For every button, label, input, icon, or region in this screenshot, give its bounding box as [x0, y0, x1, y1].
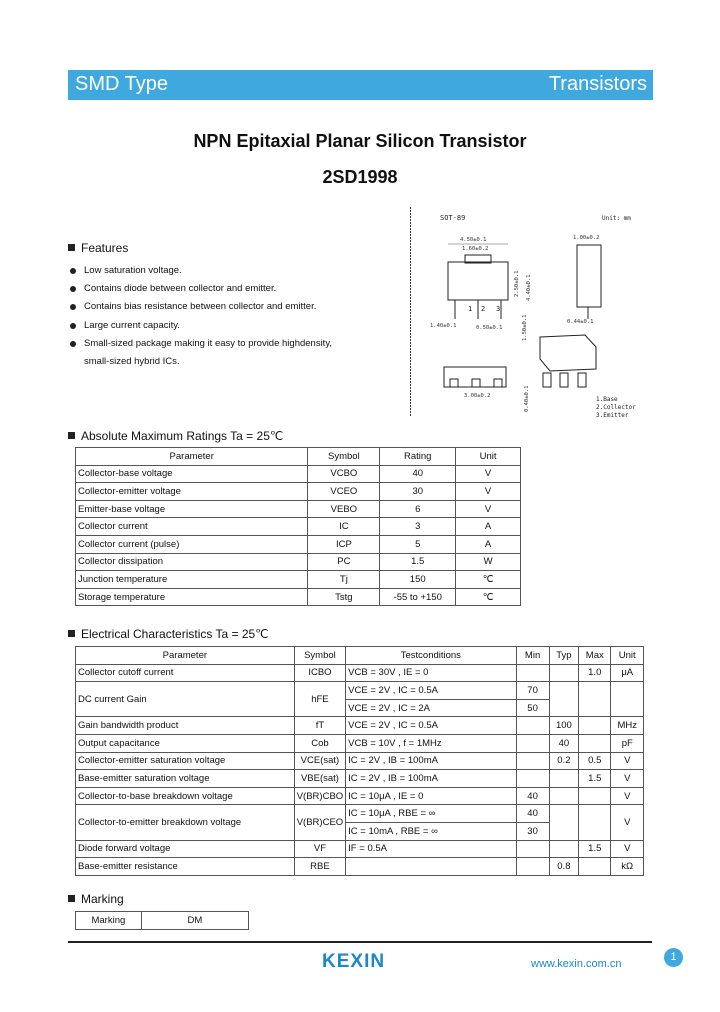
typ-cell: 40 [549, 734, 578, 752]
table-row [76, 717, 644, 735]
unit-cell [611, 682, 644, 717]
param-cell: Emitter-base voltage [76, 500, 308, 518]
unit-cell: V [611, 787, 644, 805]
company-logo: KEXIN [322, 951, 386, 972]
unit-cell: ℃ [456, 588, 521, 606]
unit-cell: V [611, 840, 644, 858]
symbol-cell: hFE [294, 682, 345, 717]
param-cell: Base-emitter saturation voltage [76, 770, 295, 788]
col-header: Symbol [308, 448, 380, 466]
param-cell: Storage temperature [76, 588, 308, 606]
param-cell: Collector-to-emitter breakdown voltage [76, 805, 295, 840]
min-cell: 50 [516, 699, 549, 717]
param-cell: Collector current [76, 518, 308, 536]
bullet-dot-icon [70, 341, 76, 347]
document-title: NPN Epitaxial Planar Silicon Transistor [193, 131, 527, 151]
min-cell [516, 858, 549, 876]
symbol-cell: ICP [308, 535, 380, 553]
header-banner [68, 70, 653, 100]
typ-cell [549, 770, 578, 788]
table-row [76, 571, 521, 589]
max-cell [579, 805, 611, 840]
max-cell: 1.5 [579, 840, 611, 858]
symbol-cell: VBE(sat) [294, 770, 345, 788]
pin-1-label: 1 [468, 305, 473, 313]
page-number: 1 [664, 948, 683, 967]
abs-max-heading: Absolute Maximum Ratings Ta = 25℃ [68, 429, 283, 443]
pin-2-label: 2 [481, 305, 486, 313]
table-row [76, 500, 521, 518]
symbol-cell: PC [308, 553, 380, 571]
features-heading: Features [68, 241, 128, 255]
bullet-square-icon [68, 895, 75, 902]
table-row [76, 483, 521, 501]
unit-cell: A [456, 518, 521, 536]
symbol-cell: VF [294, 840, 345, 858]
param-cell: Output capacitance [76, 734, 295, 752]
pin-legend-3: 3.Emitter [596, 412, 629, 419]
col-header: Testconditions [346, 647, 516, 665]
condition-cell: VCB = 30V , IE = 0 [346, 664, 516, 682]
param-cell: DC current Gain [76, 682, 295, 717]
condition-cell [346, 858, 516, 876]
condition-cell: IC = 10μA , IE = 0 [346, 787, 516, 805]
param-cell: Junction temperature [76, 571, 308, 589]
dim-width: 4.50±0.1 [460, 237, 487, 243]
max-cell [579, 858, 611, 876]
bullet-dot-icon [70, 304, 76, 310]
feature-item: Small-sized package making it easy to provide highdensity, [70, 335, 332, 353]
table-row [76, 840, 644, 858]
param-cell: Collector cutoff current [76, 664, 295, 682]
unit-cell: V [611, 752, 644, 770]
col-header: Unit [611, 647, 644, 665]
unit-cell: pF [611, 734, 644, 752]
features-list [70, 262, 332, 371]
max-cell: 1.5 [579, 770, 611, 788]
dim-tab: 1.60±0.2 [462, 246, 489, 252]
table-row [76, 518, 521, 536]
dim-pitch: 3.00±0.2 [464, 393, 491, 399]
abs-max-table [75, 447, 521, 606]
table-row [76, 787, 644, 805]
pin-legend-2: 2.Collector [596, 404, 636, 411]
col-header: Rating [380, 448, 456, 466]
website-link[interactable]: www.kexin.com.cn [531, 958, 622, 970]
min-cell [516, 752, 549, 770]
feature-item-continuation: small-sized hybrid ICs. [84, 356, 180, 368]
max-cell [579, 682, 611, 717]
condition-cell: IF = 0.5A [346, 840, 516, 858]
rating-cell: 5 [380, 535, 456, 553]
bullet-dot-icon [70, 286, 76, 292]
typ-cell: 0.2 [549, 752, 578, 770]
unit-cell: V [456, 500, 521, 518]
rating-cell: 40 [380, 465, 456, 483]
symbol-cell: ICBO [294, 664, 345, 682]
max-cell: 1.0 [579, 664, 611, 682]
param-cell: Collector dissipation [76, 553, 308, 571]
unit-cell: μA [611, 664, 644, 682]
table-row [76, 465, 521, 483]
condition-cell: VCE = 2V , IC = 2A [346, 699, 516, 717]
min-cell: 40 [516, 787, 549, 805]
rating-cell: -55 to +150 [380, 588, 456, 606]
min-cell [516, 840, 549, 858]
package-unit: Unit: mm [602, 215, 631, 222]
unit-cell: A [456, 535, 521, 553]
param-cell: Base-emitter resistance [76, 858, 295, 876]
table-row [76, 858, 644, 876]
min-cell [516, 717, 549, 735]
bullet-dot-icon [70, 323, 76, 329]
param-cell: Collector-base voltage [76, 465, 308, 483]
rating-cell: 6 [380, 500, 456, 518]
unit-cell: V [456, 465, 521, 483]
pin-3-label: 3 [496, 305, 501, 313]
symbol-cell: Tstg [308, 588, 380, 606]
table-row [76, 535, 521, 553]
dim-overall: 4.40±0.1 [526, 274, 532, 301]
unit-cell: V [611, 770, 644, 788]
param-cell: Collector current (pulse) [76, 535, 308, 553]
param-cell: Diode forward voltage [76, 840, 295, 858]
col-header: Parameter [76, 448, 308, 466]
symbol-cell: Tj [308, 571, 380, 589]
typ-cell [549, 840, 578, 858]
symbol-cell: IC [308, 518, 380, 536]
max-cell [579, 734, 611, 752]
condition-cell: VCE = 2V , IC = 0.5A [346, 682, 516, 700]
typ-cell: 0.8 [549, 858, 578, 876]
package-name: SOT-89 [440, 214, 466, 222]
feature-item: Large current capacity. [70, 317, 332, 335]
param-cell: Collector-emitter saturation voltage [76, 752, 295, 770]
condition-cell: IC = 10mA , RBE = ∞ [346, 822, 516, 840]
symbol-cell: RBE [294, 858, 345, 876]
dim-lead-b: 0.50±0.1 [476, 325, 503, 331]
table-row [76, 664, 644, 682]
symbol-cell: V(BR)CBO [294, 787, 345, 805]
footer-divider [68, 941, 652, 943]
col-header: Max [579, 647, 611, 665]
min-cell [516, 664, 549, 682]
dim-lead-a: 1.40±0.1 [430, 323, 457, 329]
bullet-dot-icon [70, 268, 76, 274]
symbol-cell: VCBO [308, 465, 380, 483]
bullet-square-icon [68, 630, 75, 637]
max-cell [579, 717, 611, 735]
elec-heading: Electrical Characteristics Ta = 25℃ [68, 627, 269, 641]
feature-item: Low saturation voltage. [70, 262, 332, 280]
col-header: Min [516, 647, 549, 665]
marking-value: DM [141, 912, 248, 930]
unit-cell: MHz [611, 717, 644, 735]
unit-cell: ℃ [456, 571, 521, 589]
rating-cell: 150 [380, 571, 456, 589]
table-row [76, 805, 644, 823]
col-header: Typ [549, 647, 578, 665]
param-cell: Gain bandwidth product [76, 717, 295, 735]
symbol-cell: V(BR)CEO [294, 805, 345, 840]
rating-cell: 30 [380, 483, 456, 501]
marking-label: Marking [76, 912, 142, 930]
table-row [76, 682, 644, 700]
table-header-row [76, 647, 644, 665]
param-cell: Collector-emitter voltage [76, 483, 308, 501]
min-cell: 30 [516, 822, 549, 840]
col-header: Unit [456, 448, 521, 466]
table-row [76, 752, 644, 770]
col-header: Parameter [76, 647, 295, 665]
feature-item: Contains diode between collector and emitter. [70, 280, 332, 298]
package-outline-drawing [410, 207, 654, 427]
marking-table [75, 911, 249, 930]
max-cell [579, 787, 611, 805]
dim-height: 2.50±0.1 [514, 270, 520, 297]
typ-cell [549, 787, 578, 805]
condition-cell: VCB = 10V , f = 1MHz [346, 734, 516, 752]
symbol-cell: VEBO [308, 500, 380, 518]
table-row [76, 588, 521, 606]
symbol-cell: fT [294, 717, 345, 735]
dim-side-top: 1.00±0.2 [573, 235, 600, 241]
symbol-cell: VCE(sat) [294, 752, 345, 770]
typ-cell [549, 664, 578, 682]
min-cell [516, 734, 549, 752]
bullet-square-icon [68, 244, 75, 251]
symbol-cell: VCEO [308, 483, 380, 501]
feature-item: Contains bias resistance between collector and emitter. [70, 298, 332, 316]
condition-cell: IC = 2V , IB = 100mA [346, 752, 516, 770]
unit-cell: V [456, 483, 521, 501]
symbol-cell: Cob [294, 734, 345, 752]
param-cell: Collector-to-base breakdown voltage [76, 787, 295, 805]
typ-cell: 100 [549, 717, 578, 735]
dim-thick: 1.50±0.1 [522, 314, 528, 341]
unit-cell: kΩ [611, 858, 644, 876]
min-cell: 40 [516, 805, 549, 823]
unit-cell: W [456, 553, 521, 571]
condition-cell: IC = 10μA , RBE = ∞ [346, 805, 516, 823]
condition-cell: IC = 2V , IB = 100mA [346, 770, 516, 788]
pin-legend-1: 1.Base [596, 396, 618, 403]
header-left: SMD Type [75, 73, 168, 95]
unit-cell: V [611, 805, 644, 840]
elec-table [75, 646, 644, 876]
table-row [76, 912, 249, 930]
min-cell: 70 [516, 682, 549, 700]
typ-cell [549, 682, 578, 717]
part-number: 2SD1998 [322, 167, 398, 187]
typ-cell [549, 805, 578, 840]
table-header-row [76, 448, 521, 466]
rating-cell: 1.5 [380, 553, 456, 571]
dim-side-lead: 0.44±0.1 [567, 319, 594, 325]
table-row [76, 770, 644, 788]
col-header: Symbol [294, 647, 345, 665]
rating-cell: 3 [380, 518, 456, 536]
bullet-square-icon [68, 432, 75, 439]
dim-foot: 0.40±0.1 [524, 385, 530, 412]
min-cell [516, 770, 549, 788]
condition-cell: VCE = 2V , IC = 0.5A [346, 717, 516, 735]
header-right: Transistors [548, 73, 647, 95]
table-row [76, 553, 521, 571]
table-row [76, 734, 644, 752]
marking-heading: Marking [68, 892, 124, 906]
max-cell: 0.5 [579, 752, 611, 770]
